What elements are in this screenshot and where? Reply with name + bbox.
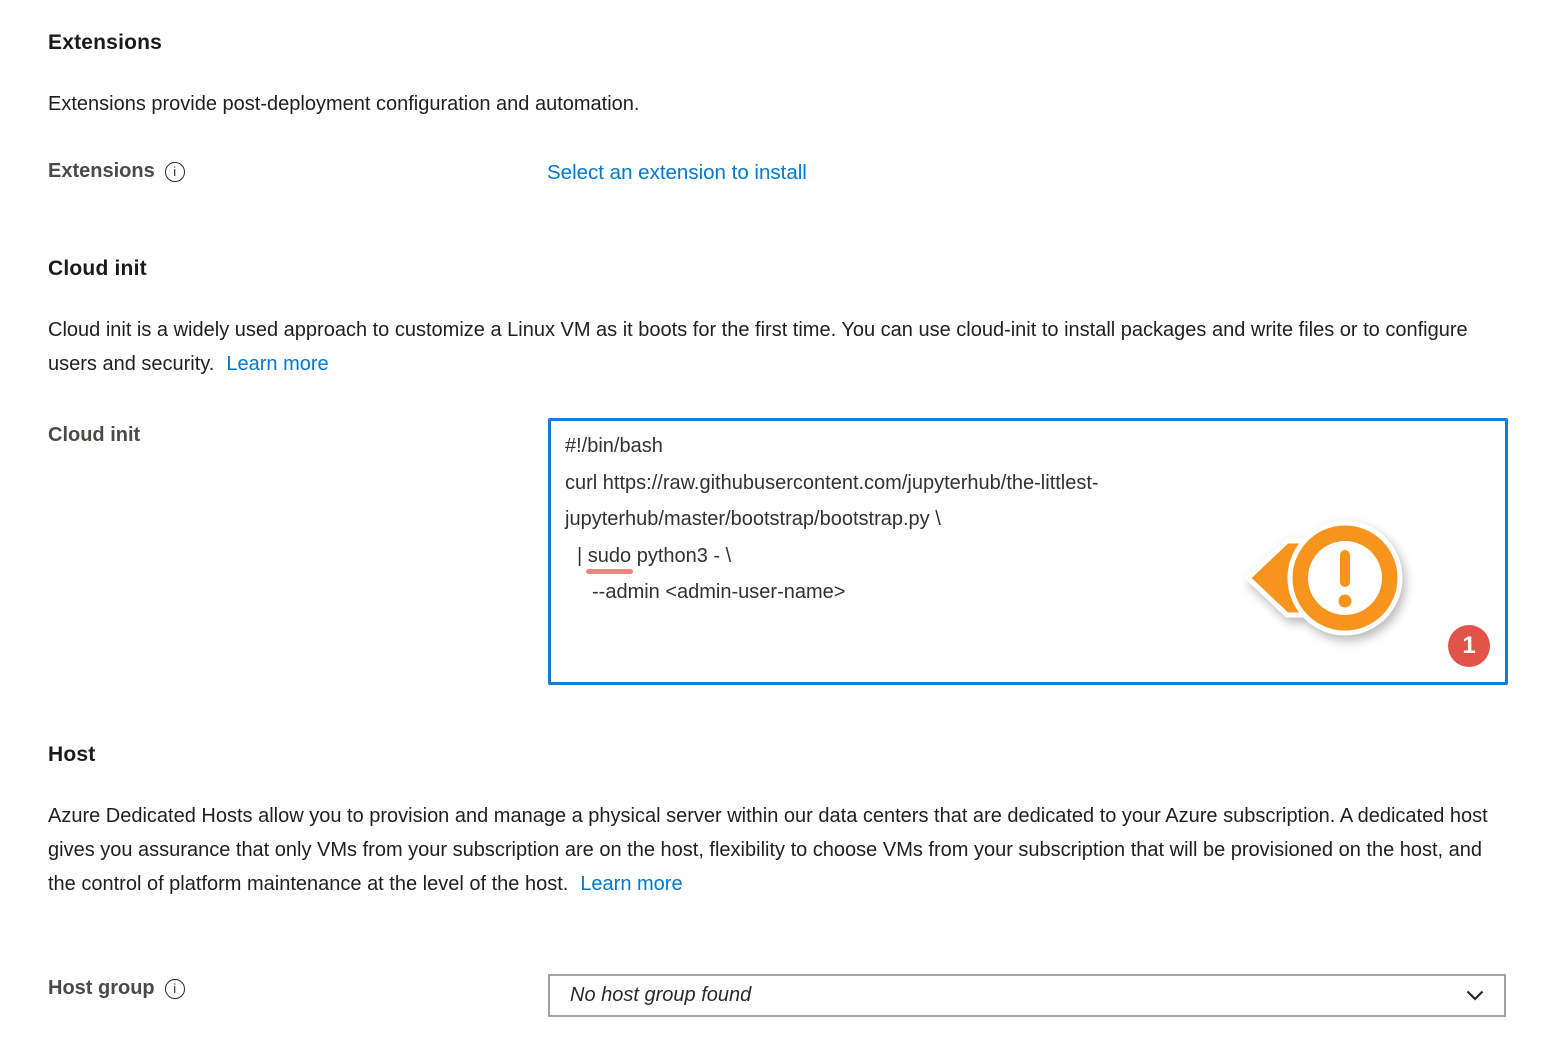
host-group-field-label (48, 977, 185, 1000)
host-learn-more-link[interactable]: Learn more (580, 873, 683, 895)
chevron-down-icon (1466, 990, 1484, 1001)
host-group-field-label-text: Host group (48, 977, 155, 999)
extensions-field-label (48, 160, 185, 183)
code-segment: python3 - \ (631, 544, 732, 567)
code-line (565, 538, 1491, 575)
select-extension-link[interactable]: Select an extension to install (547, 161, 807, 184)
code-line: --admin <admin-user-name> (592, 581, 846, 603)
code-segment: | (577, 544, 588, 567)
host-description (48, 799, 1508, 901)
code-line: #!/bin/bash (565, 435, 663, 457)
host-group-dropdown[interactable] (548, 974, 1506, 1017)
host-description-text: Azure Dedicated Hosts allow you to provision and manage a physical server within our data centers that are dedicated to your Azure subscription. A dedicated host gives you assurance that only VMs from your subscription are on the host, flexibility to choose VMs from your subscription that will be provisioned on the host, and the control of platform maintenance at the level of the host. (48, 805, 1488, 895)
spellcheck-underlined-word: sudo (587, 544, 632, 567)
info-icon[interactable]: i (165, 162, 185, 182)
cloud-init-field-label-text: Cloud init (48, 424, 141, 446)
cloud-init-field-label (48, 424, 140, 447)
cloud-init-editor[interactable] (548, 418, 1508, 685)
annotation-step-badge: 1 (1448, 625, 1490, 667)
info-icon[interactable]: i (165, 979, 185, 999)
code-line: curl https://raw.githubusercontent.com/jupyterhub/the-littlest- (565, 471, 1099, 494)
host-section-title: Host (48, 743, 96, 766)
cloud-init-description (48, 313, 1468, 381)
host-group-dropdown-value: No host group found (570, 984, 752, 1006)
cloud-init-learn-more-link[interactable]: Learn more (226, 353, 329, 375)
extensions-section-title: Extensions (48, 31, 163, 54)
extensions-field-label-text: Extensions (48, 160, 155, 182)
extensions-description: Extensions provide post-deployment configuration and automation. (48, 93, 640, 115)
code-line: jupyterhub/master/bootstrap/bootstrap.py \ (565, 508, 941, 530)
cloud-init-section-title: Cloud init (48, 257, 147, 280)
cloud-init-description-text: Cloud init is a widely used approach to customize a Linux VM as it boots for the first time. You can use cloud-init to install packages and write files or to configure users and security. (48, 319, 1468, 375)
